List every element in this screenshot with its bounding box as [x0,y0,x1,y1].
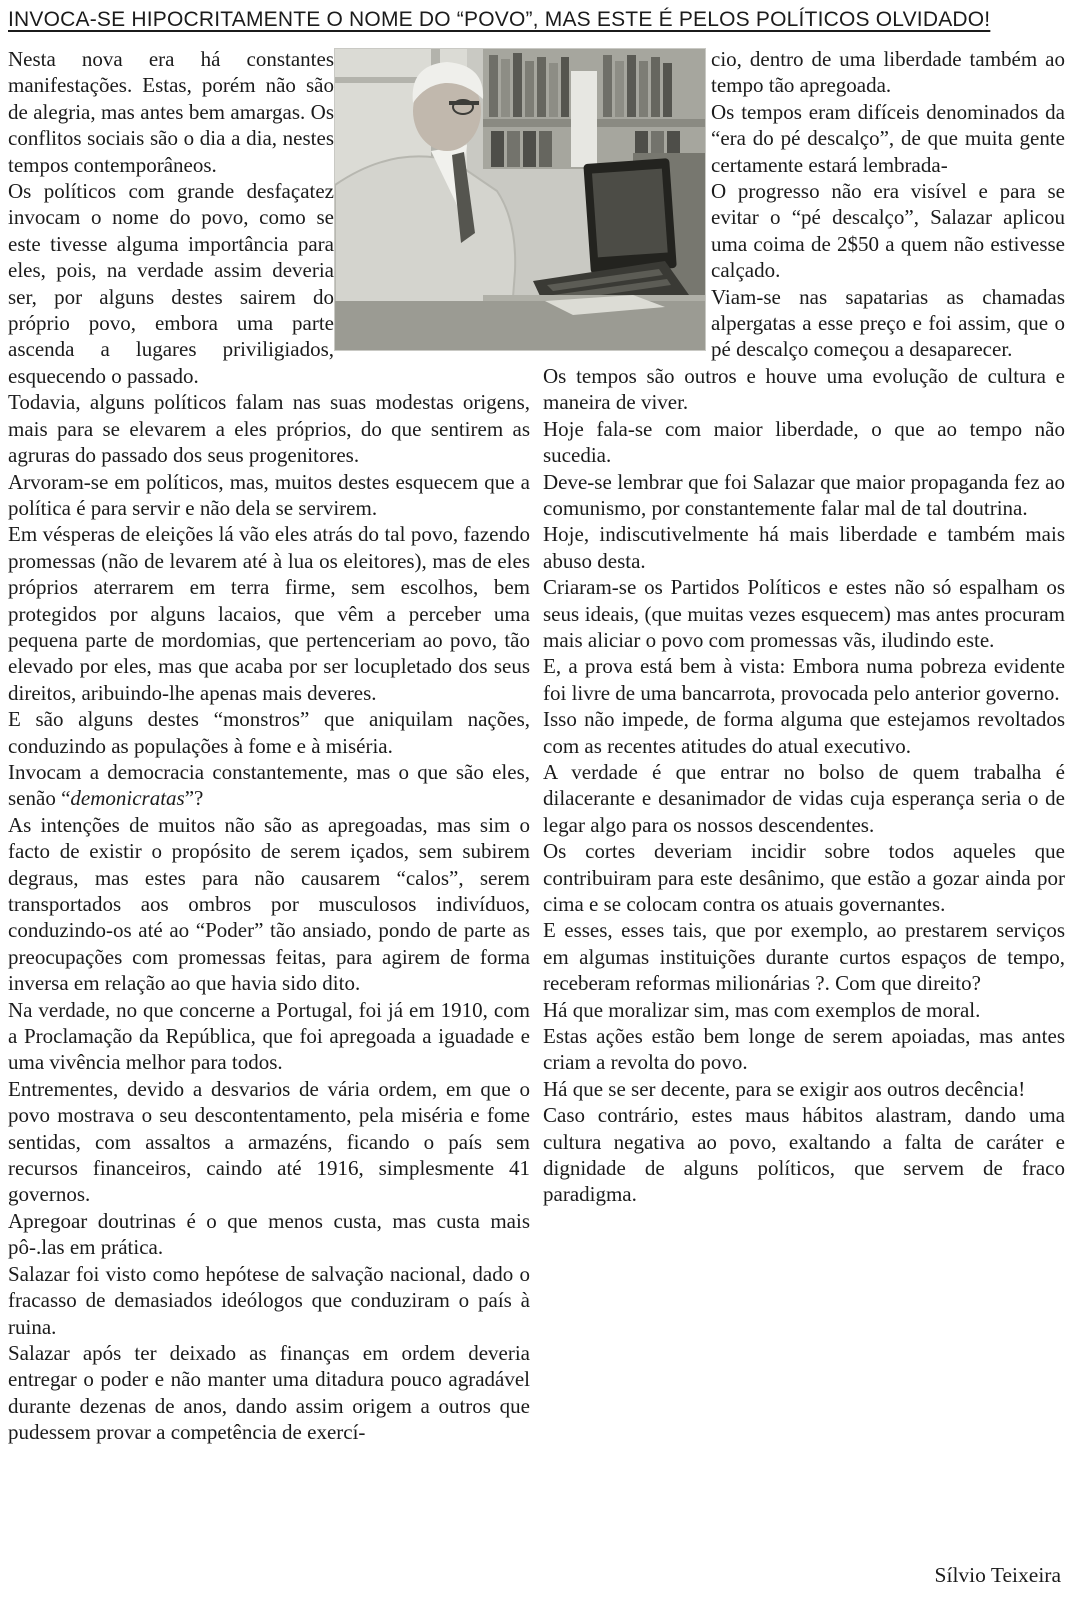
paragraph: E são alguns destes “monstros” que aniquilam nações, conduzindo as populações à fome e à miséria. [8,707,530,758]
emphasized-word: demonicratas [70,786,185,811]
elderly-man-at-desk-photo [335,49,705,350]
paragraph: cio, dentro de uma liberdade também ao tempo tão apregoada. [711,47,1065,98]
paragraph: Nesta nova era há constantes manifestações. Estas, porém não são de alegria, mas antes bem amargas. Os conflitos sociais são o dia a dia, nestes tempos contemporâneos. [8,47,334,177]
paragraph: E esses, esses tais, que por exemplo, ao prestarem serviços em algumas instituições durante curtos espaços de tempo, receberam reformas milionárias ?. Com que direito? [543,918,1065,996]
paragraph: O progresso não era visível e para se evitar o “pé descalço”, Salazar aplicou uma coima de 2$50 a quem não estivesse calçado. [711,179,1065,283]
paragraph: A verdade é que entrar no bolso de quem trabalha é dilacerante e desanimador de vidas cuja esperança seria o de legar algo para os nossos descendentes. [543,759,1065,837]
author-signature: Sílvio Teixeira [934,1563,1061,1587]
paragraph: Os cortes deveriam incidir sobre todos aqueles que contribuiram para este desânimo, que estão a gozar ainda por cima e se colocam contra os atuais governantes. [543,839,1065,916]
paragraph: Apregoar doutrinas é o que menos custa, mas custa mais pô-.las em prática. [8,1208,530,1260]
paragraph: Há que se ser decente, para se exigir aos outros decência! [543,1076,1026,1101]
paragraph: Caso contrário, estes maus hábitos alastram, dando uma cultura negativa ao povo, exaltando a falta de caráter e dignidade de alguns políticos, que servem de fraco paradigma. [543,1103,1065,1207]
paragraph: Hoje fala-se com maior liberdade, o que ao tempo não sucedia. [543,416,1065,468]
paragraph: Entrementes, devido a desvarios de vária ordem, em que o povo mostrava o seu descontentamento, pela miséria e fome sentidas, com assaltos a armazéns, ficando o país sem recursos financeiros, caindo até 1916, simplesmente 41 governos. [8,1076,530,1207]
paragraph: Arvoram-se em políticos, mas, muitos destes esquecem que a política é para servir e não dela se servirem. [8,469,530,520]
paragraph: Hoje, indiscutivelmente há mais liberdade e também mais abuso desta. [543,522,1065,573]
paragraph: Na verdade, no que concerne a Portugal, foi já em 1910, com a Proclamação da República, que foi apregoada a iguadade e uma vivência melhor para todos. [8,997,530,1075]
paragraph [8,759,530,812]
paragraph: As intenções de muitos não são as apregoadas, mas sim o facto de existir o propósito de serem içados, sem subirem degraus, mas estes para não causarem “calos”, serem transportados aos ombros por musculosos indivíduos, conduzindo-os até ao “Poder” tão ansiado, pondo de parte as preocupações com promessas feitas, para agirem de forma inversa em relação ao que havia sido dito. [8,812,530,996]
paragraph-text: Invocam a democracia constantemente, mas o que são eles, senão “ [8,759,530,811]
paragraph: Os tempos eram difíceis denominados da “era do pé descalço”, de que muita gente certamente estará lembrada- [711,99,1065,177]
paragraph: Deve-se lembrar que foi Salazar que maior propaganda fez ao comunismo, por constantemente falar mal de tal doutrina. [543,469,1065,520]
paragraph: Criaram-se os Partidos Políticos e estes não só espalham os seus ideais, (que muitas vezes esquecem) mas antes procuram mais aliciar o povo com promessas vãs, iludindo este. [543,575,1065,652]
paragraph: Há que moralizar sim, mas com exemplos de moral. [543,997,981,1022]
paragraph: E, a prova está bem à vista: Embora numa pobreza evidente foi livre de uma bancarrota, provocada pelo anterior governo. [543,654,1065,705]
paragraph-text: ”? [184,786,204,811]
article-title: INVOCA-SE HIPOCRITAMENTE O NOME DO “POVO”, MAS ESTE É PELOS POLÍTICOS OLVIDADO! [8,8,991,31]
paragraph: Estas ações estão bem longe de serem apoiadas, mas antes criam a revolta do povo. [543,1024,1065,1075]
paragraph: Todavia, alguns políticos falam nas suas modestas origens, mais para se elevarem a eles próprios, do que sentirem as agruras do passado dos seus progenitores. [8,390,530,468]
photo-white-object [571,71,597,167]
photo-desk [335,295,705,350]
article-photo [334,48,706,351]
paragraph: Viam-se nas sapatarias as chamadas alpergatas a esse preço e foi assim, que o pé descalço começou a desaparecer. [711,284,1065,362]
paragraph: Em vésperas de eleições lá vão eles atrás do tal povo, fazendo promessas (não de levarem até à lua os eleitores), mas de eles próprios aterrarem em terra firme, sem escolhos, bem protegidos por alguns lacaios, que vêm a perceber uma pequena parte de mordomias, que pertenceriam ao povo, tão elevado por eles, mas que acaba por ser locupletado dos seus direitos, aribuindo-lhe apenas mais deveres. [8,522,530,705]
article-body [8,46,1065,1446]
paragraph: Salazar após ter deixado as finanças em ordem deveria entregar o poder e não manter uma ditadura pouco agradável durante dezenas de anos, dando assim origem a outros que pudessem provar a competência de exercí- [8,1340,530,1445]
paragraph: Os políticos com grande desfaçatez invocam o nome do povo, como se este tivesse alguma importância para eles, pois, na verdade assim deveria ser, por alguns destes sairem do próprio povo, embora uma parte ascenda a lugares priviligiados, esquecendo o passado. [8,179,334,388]
paragraph: Isso não impede, de forma alguma que estejamos revoltados com as recentes atitudes do atual executivo. [543,707,1065,758]
paragraph: Salazar foi visto como hepótese de salvação nacional, dado o fracasso de demasiados ideólogos que conduziram o país à ruina. [8,1261,530,1339]
paragraph: Os tempos são outros e houve uma evolução de cultura e maneira de viver. [543,363,1065,415]
photo-bookshelf [483,49,705,169]
